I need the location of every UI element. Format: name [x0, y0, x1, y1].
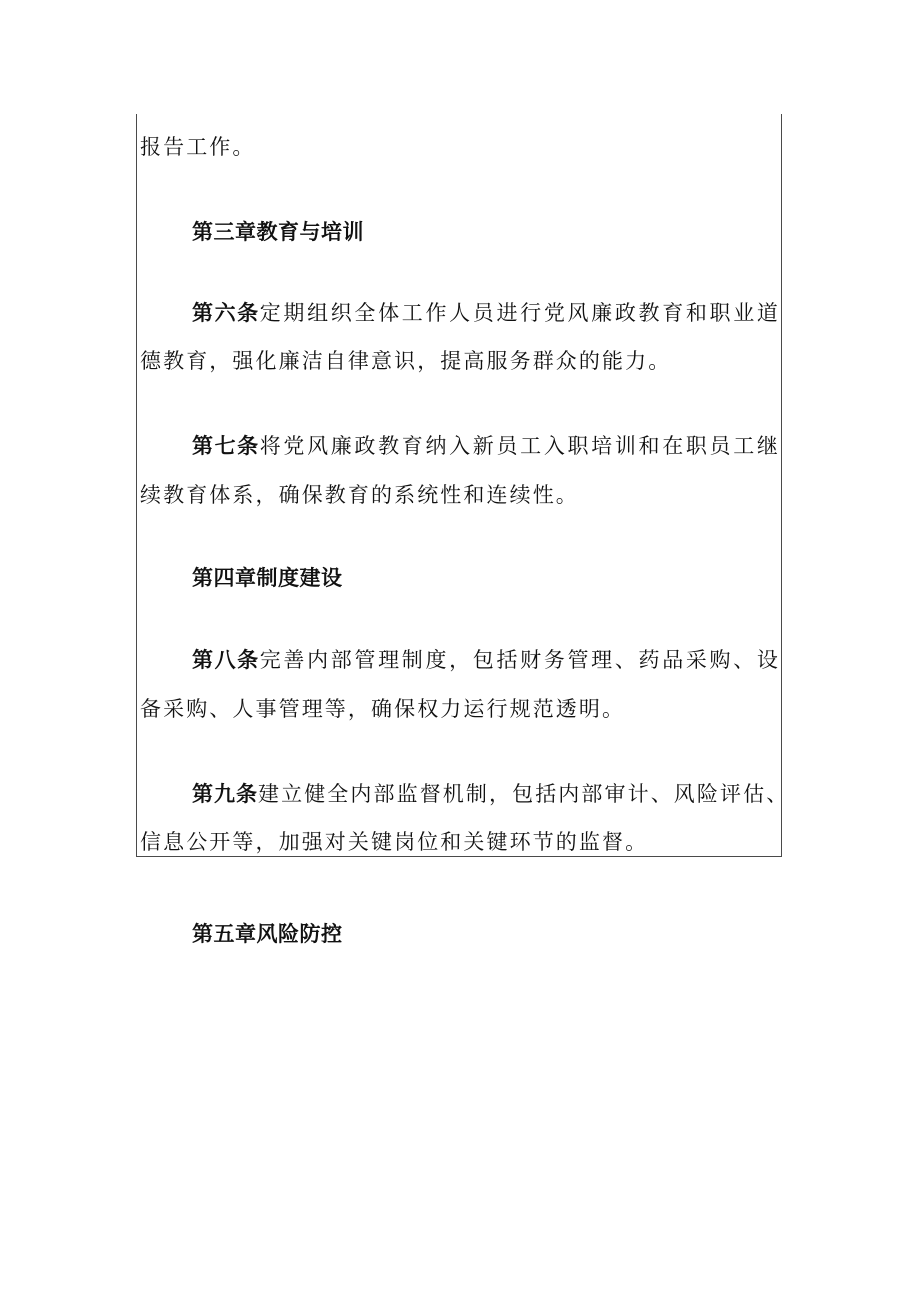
article-6-text-line-2: 德教育，强化廉洁自律意识，提高服务群众的能力。	[140, 349, 672, 373]
chapter-3-heading: 第三章教育与培训	[192, 220, 364, 244]
article-8-label: 第八条	[192, 648, 260, 672]
article-7-line-1	[192, 432, 780, 460]
article-8-line-1	[192, 646, 780, 674]
article-7-text-line-1: 将党风廉政教育纳入新员工入职培训和在职员工继	[259, 434, 781, 458]
chapter-5-heading: 第五章风险防控	[192, 922, 343, 946]
article-9-label: 第九条	[192, 782, 258, 806]
article-6-line-1	[192, 299, 780, 327]
article-6-label: 第六条	[192, 301, 260, 325]
article-6-text-line-1: 定期组织全体工作人员进行党风廉政教育和职业道	[259, 301, 781, 325]
article-9-line-1	[192, 780, 790, 808]
article-9-text-line-1: 建立健全内部监督机制，包括内部审计、风险评估、	[258, 782, 790, 806]
article-9-text-line-2: 信息公开等，加强对关键岗位和关键环节的监督。	[140, 830, 649, 854]
article-7-label: 第七条	[192, 434, 260, 458]
article-7-text-line-2: 续教育体系，确保教育的系统性和连续性。	[140, 483, 579, 507]
continued-text-fragment: 报告工作。	[140, 135, 256, 159]
article-8-text-line-1: 完善内部管理制度，包括财务管理、药品采购、设	[259, 648, 781, 672]
article-8-text-line-2: 备采购、人事管理等，确保权力运行规范透明。	[140, 697, 626, 721]
chapter-4-heading: 第四章制度建设	[192, 566, 343, 590]
